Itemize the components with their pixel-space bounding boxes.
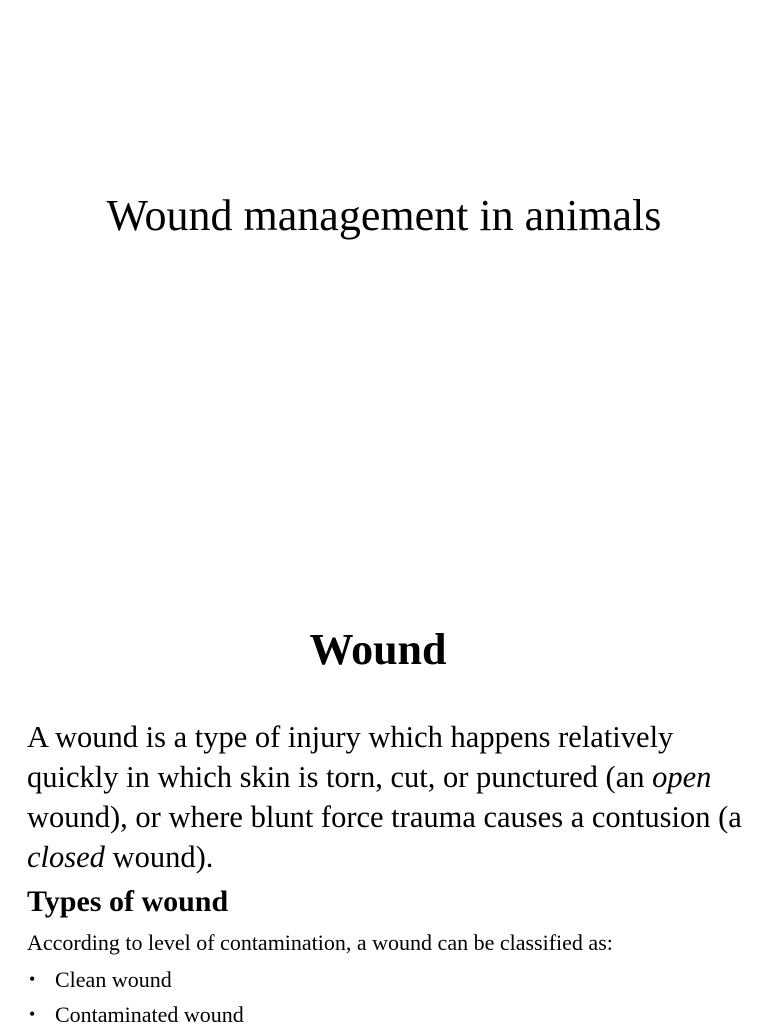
list-item xyxy=(27,962,244,997)
slide-heading: Wound xyxy=(309,625,447,674)
wound-types-list xyxy=(27,962,244,1024)
definition-text-3: wound). xyxy=(104,840,214,874)
list-item-label: Clean wound xyxy=(55,967,172,992)
bullet-icon: • xyxy=(29,969,36,989)
wound-definition xyxy=(27,717,762,877)
list-item-label: Contaminated wound xyxy=(55,1002,244,1024)
definition-emphasis-closed: closed xyxy=(27,840,105,874)
bullet-icon: • xyxy=(29,1004,36,1024)
types-heading: Types of wound xyxy=(27,885,229,918)
definition-text-2: wound), or where blunt force trauma causes a contusion (a xyxy=(27,800,742,834)
slide-wound xyxy=(0,576,768,1024)
definition-emphasis-open: open xyxy=(652,760,712,794)
presentation-title: Wound management in animals xyxy=(106,191,662,240)
classification-intro: According to level of contamination, a wound can be classified as: xyxy=(27,930,613,955)
definition-text-1: A wound is a type of injury which happens relatively quickly in which skin is torn, cut, or punctured (an xyxy=(27,720,674,794)
list-item xyxy=(27,997,244,1024)
